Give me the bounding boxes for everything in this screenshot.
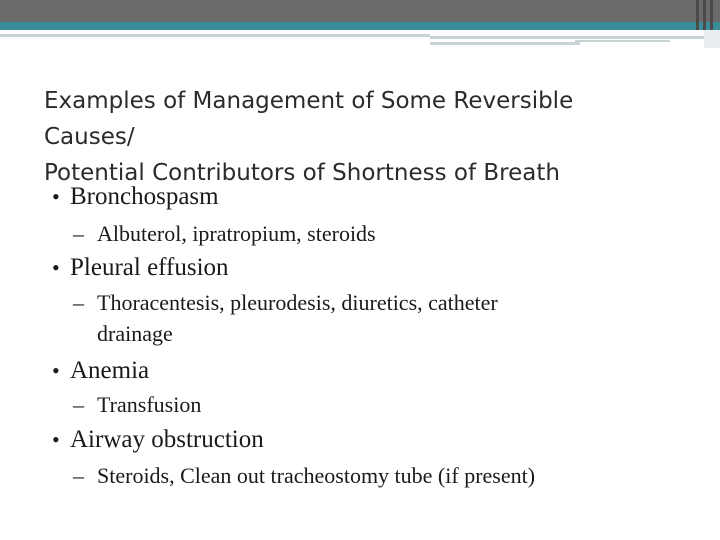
bullet-marker: • <box>52 184 60 209</box>
sub-item <box>73 221 376 247</box>
sub-item-text: Thoracentesis, pleurodesis, diuretics, catheter <box>97 290 498 315</box>
sub-item-text: Albuterol, ipratropium, steroids <box>97 221 376 246</box>
bullet-marker: • <box>52 255 60 280</box>
bullet-label: Bronchospasm <box>70 183 219 210</box>
header-rule <box>575 40 670 42</box>
bullet-item <box>52 357 149 385</box>
accent-bar <box>0 22 720 30</box>
dash-marker: – <box>73 221 84 246</box>
sub-item <box>73 392 201 418</box>
sub-item <box>73 290 498 316</box>
bullet-item <box>52 426 264 454</box>
bullet-marker: • <box>52 427 60 452</box>
sub-item-text: drainage <box>97 321 173 346</box>
bullet-marker: • <box>52 358 60 383</box>
sub-item-text: Steroids, Clean out tracheostomy tube (if present) <box>97 463 536 488</box>
slide-title <box>44 83 684 191</box>
header-bar <box>0 0 720 22</box>
title-line: Examples of Management of Some Reversible <box>44 88 574 114</box>
bullet-label: Anemia <box>70 357 150 384</box>
title-line: Potential Contributors of Shortness of Breath <box>44 160 560 186</box>
corner-stripe <box>710 0 713 30</box>
dash-marker: – <box>73 463 84 488</box>
sub-item-text: Transfusion <box>97 392 202 417</box>
header-rule <box>0 34 430 37</box>
dash-marker: – <box>73 392 84 417</box>
sub-item <box>73 463 535 489</box>
bullet-item <box>52 183 219 211</box>
corner-stripe <box>696 0 699 30</box>
header-rule <box>430 36 720 39</box>
bullet-label: Airway obstruction <box>70 426 264 453</box>
title-line: Causes/ <box>44 124 135 150</box>
header-rule <box>430 42 580 45</box>
dash-marker: – <box>73 290 84 315</box>
bullet-label: Pleural effusion <box>70 254 229 281</box>
corner-stripe <box>703 0 706 30</box>
sub-item-continuation <box>97 321 173 347</box>
bullet-item <box>52 254 229 282</box>
corner-block <box>704 30 720 48</box>
